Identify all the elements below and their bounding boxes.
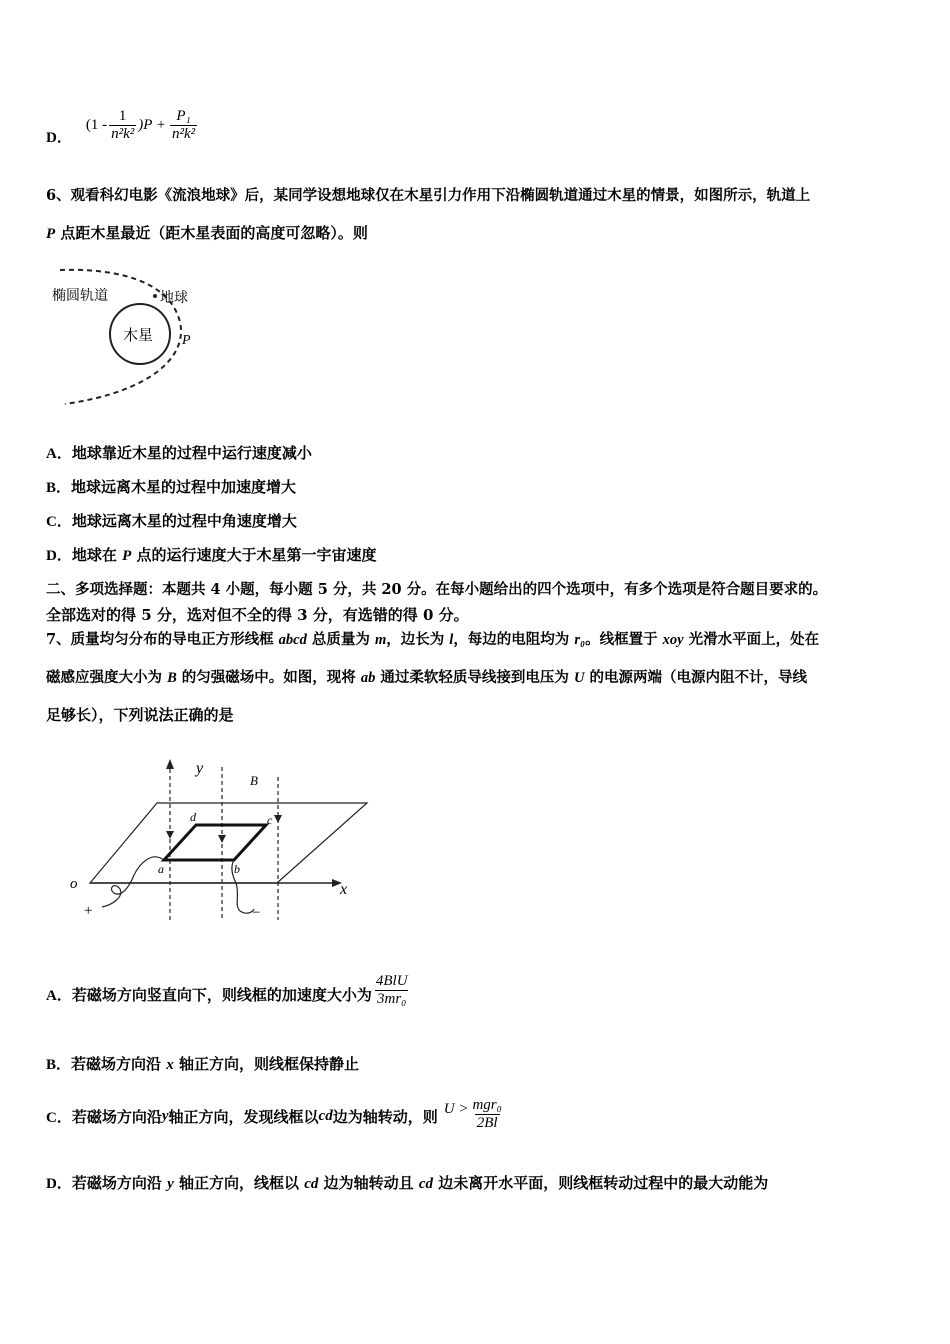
q7-option-d [46,1172,768,1193]
var-y: y [161,1107,169,1124]
q7-option-c [46,1088,504,1144]
stem-text: ，边长为 [386,631,450,648]
option-label: A． [46,987,72,1004]
section2-line2: 全部选对的得 5 分，选对但不全的得 3 分，有选错的得 0 分。 [46,606,469,624]
option-text: 轴正方向，发现线框以 [168,1107,319,1126]
option-text: 边为轴转动且 [318,1174,419,1192]
q7-option-a [46,966,410,1022]
option-label: A． [46,446,72,462]
option-text: 轴正方向，则线框保持静止 [173,1055,359,1073]
option-label: C． [46,1109,72,1126]
var-cd: cd [304,1176,319,1192]
q6-option-c [46,510,297,531]
option-label: B． [46,480,72,496]
formula-open: (1 - [85,116,108,133]
fraction-denominator: 2Bl [476,1114,498,1131]
wire-positive [102,857,164,907]
var-l: l [449,632,454,648]
stem-text: 总质量为 [306,631,375,648]
stem-text: 磁感应强度大小为 [46,669,168,686]
var-y: y [167,1176,174,1192]
fraction-1 [109,108,136,142]
point-p: P [46,226,56,242]
stem-text: ，每边的电阻均为 [453,631,575,648]
corner-c: c [267,813,273,827]
frame-figure [62,755,382,925]
q7-stem-line2 [46,666,807,687]
q7-stem-line3: 足够长），下列说法正确的是 [46,706,234,724]
plus-terminal: + [84,903,93,919]
option-text: 轴正方向，线框以 [173,1174,305,1192]
option-text: 地球靠近木星的过程中运行速度减小 [71,444,312,462]
var-cd: cd [418,1176,433,1192]
q6-stem-line2 [46,222,368,243]
option-label: D． [46,1176,72,1192]
var-u: U [573,670,585,686]
origin-label: o [70,876,78,892]
stem-text: 点距木星最近（距木星表面的高度可忽略）。则 [55,224,368,242]
q6-option-b [46,476,296,497]
q6-stem-line1: 6、观看科幻电影《流浪地球》后，某同学设想地球仅在木星引力作用下沿椭圆轨道通过木星的情景，如图所示，轨道上 [46,187,811,204]
fraction-denominator: n²k² [111,125,135,142]
field-arrow-2 [274,815,282,823]
horizontal-plane [90,803,367,883]
orbit-figure [40,262,210,412]
corner-d: d [190,810,196,824]
option-text: 点的运行速度大于木星第一宇宙速度 [131,546,377,564]
option-label: B． [46,1057,72,1073]
fraction-acceleration [374,973,410,1007]
fraction-denominator: n²k² [172,125,196,142]
option-text: 边未离开水平面，则线框转动过程中的最大动能为 [433,1174,769,1192]
var-abcd: abcd [278,632,307,648]
option-text: 地球远离木星的过程中加速度增大 [71,478,297,496]
option-label: C． [46,514,72,530]
field-arrow-1 [218,835,226,843]
corner-b: b [234,862,240,876]
y-axis-arrow [166,759,174,769]
orbit-label: 椭圆轨道 [52,288,108,304]
fraction-numerator: 1 [118,108,127,124]
section2-line1: 二、多项选择题：本题共 4 小题，每小题 5 分，共 20 分。在每小题给出的四个选项中，有多个选项是符合题目要求的。 [46,581,828,598]
q6-option-d [46,544,376,565]
fraction-denominator: 3mr₀ [377,990,407,1007]
point-p: P [122,548,132,564]
option-text: 若磁场方向沿 [71,1055,167,1073]
q7-stem-line1 [46,628,819,649]
stem-text: 的匀强磁场中。如图，现将 [176,669,361,686]
var-r0: r₀ [574,632,586,648]
inequality: U > [443,1100,469,1117]
q6-option-a [46,442,312,463]
option-label: D． [46,129,72,146]
fraction-numerator: P₁ [176,108,191,124]
square-frame [164,825,266,860]
var-x: x [166,1057,174,1073]
field-arrow-3 [166,831,174,839]
earth-label: 地球 [160,290,188,306]
var-m: m [374,632,387,648]
fraction-voltage [470,1097,503,1131]
stem-text: 的电源两端（电源内阻不计，导线 [584,669,807,686]
p-label: P [182,333,191,348]
var-cd: cd [318,1107,333,1124]
stem-text: 7、质量均匀分布的导电正方形线框 [46,631,279,648]
var-xoy: xoy [662,632,684,648]
x-label: x [340,881,348,898]
option-text: 若磁场方向沿 [71,1174,168,1192]
option-text: 地球远离木星的过程中角速度增大 [71,512,297,530]
option-text: 边为轴转动，则 [332,1107,438,1126]
formula-middle: )P + [138,116,167,133]
q5-option-d [46,100,197,150]
fraction-numerator: 4BlU [375,973,408,989]
earth-dot [153,294,157,298]
option-text: 若磁场方向沿 [71,1107,162,1126]
option-text: 地球在 [71,546,123,564]
stem-text: 通过柔软轻质导线接到电压为 [375,669,574,686]
stem-text: 。线框置于 [585,631,663,648]
b-field-label: B [250,773,258,788]
option-text: 若磁场方向竖直向下，则线框的加速度大小为 [71,985,372,1004]
minus-terminal: − [252,905,261,921]
y-label: y [196,760,204,777]
option-label: D． [46,548,72,564]
corner-a: a [158,862,164,876]
q7-option-b [46,1053,359,1074]
stem-text: 光滑水平面上，处在 [683,631,820,648]
var-ab: ab [360,670,376,686]
var-b: B [167,670,177,686]
fraction-numerator: mgr₀ [472,1097,502,1113]
jupiter-label: 木星 [123,326,154,344]
fraction-2 [170,108,197,142]
